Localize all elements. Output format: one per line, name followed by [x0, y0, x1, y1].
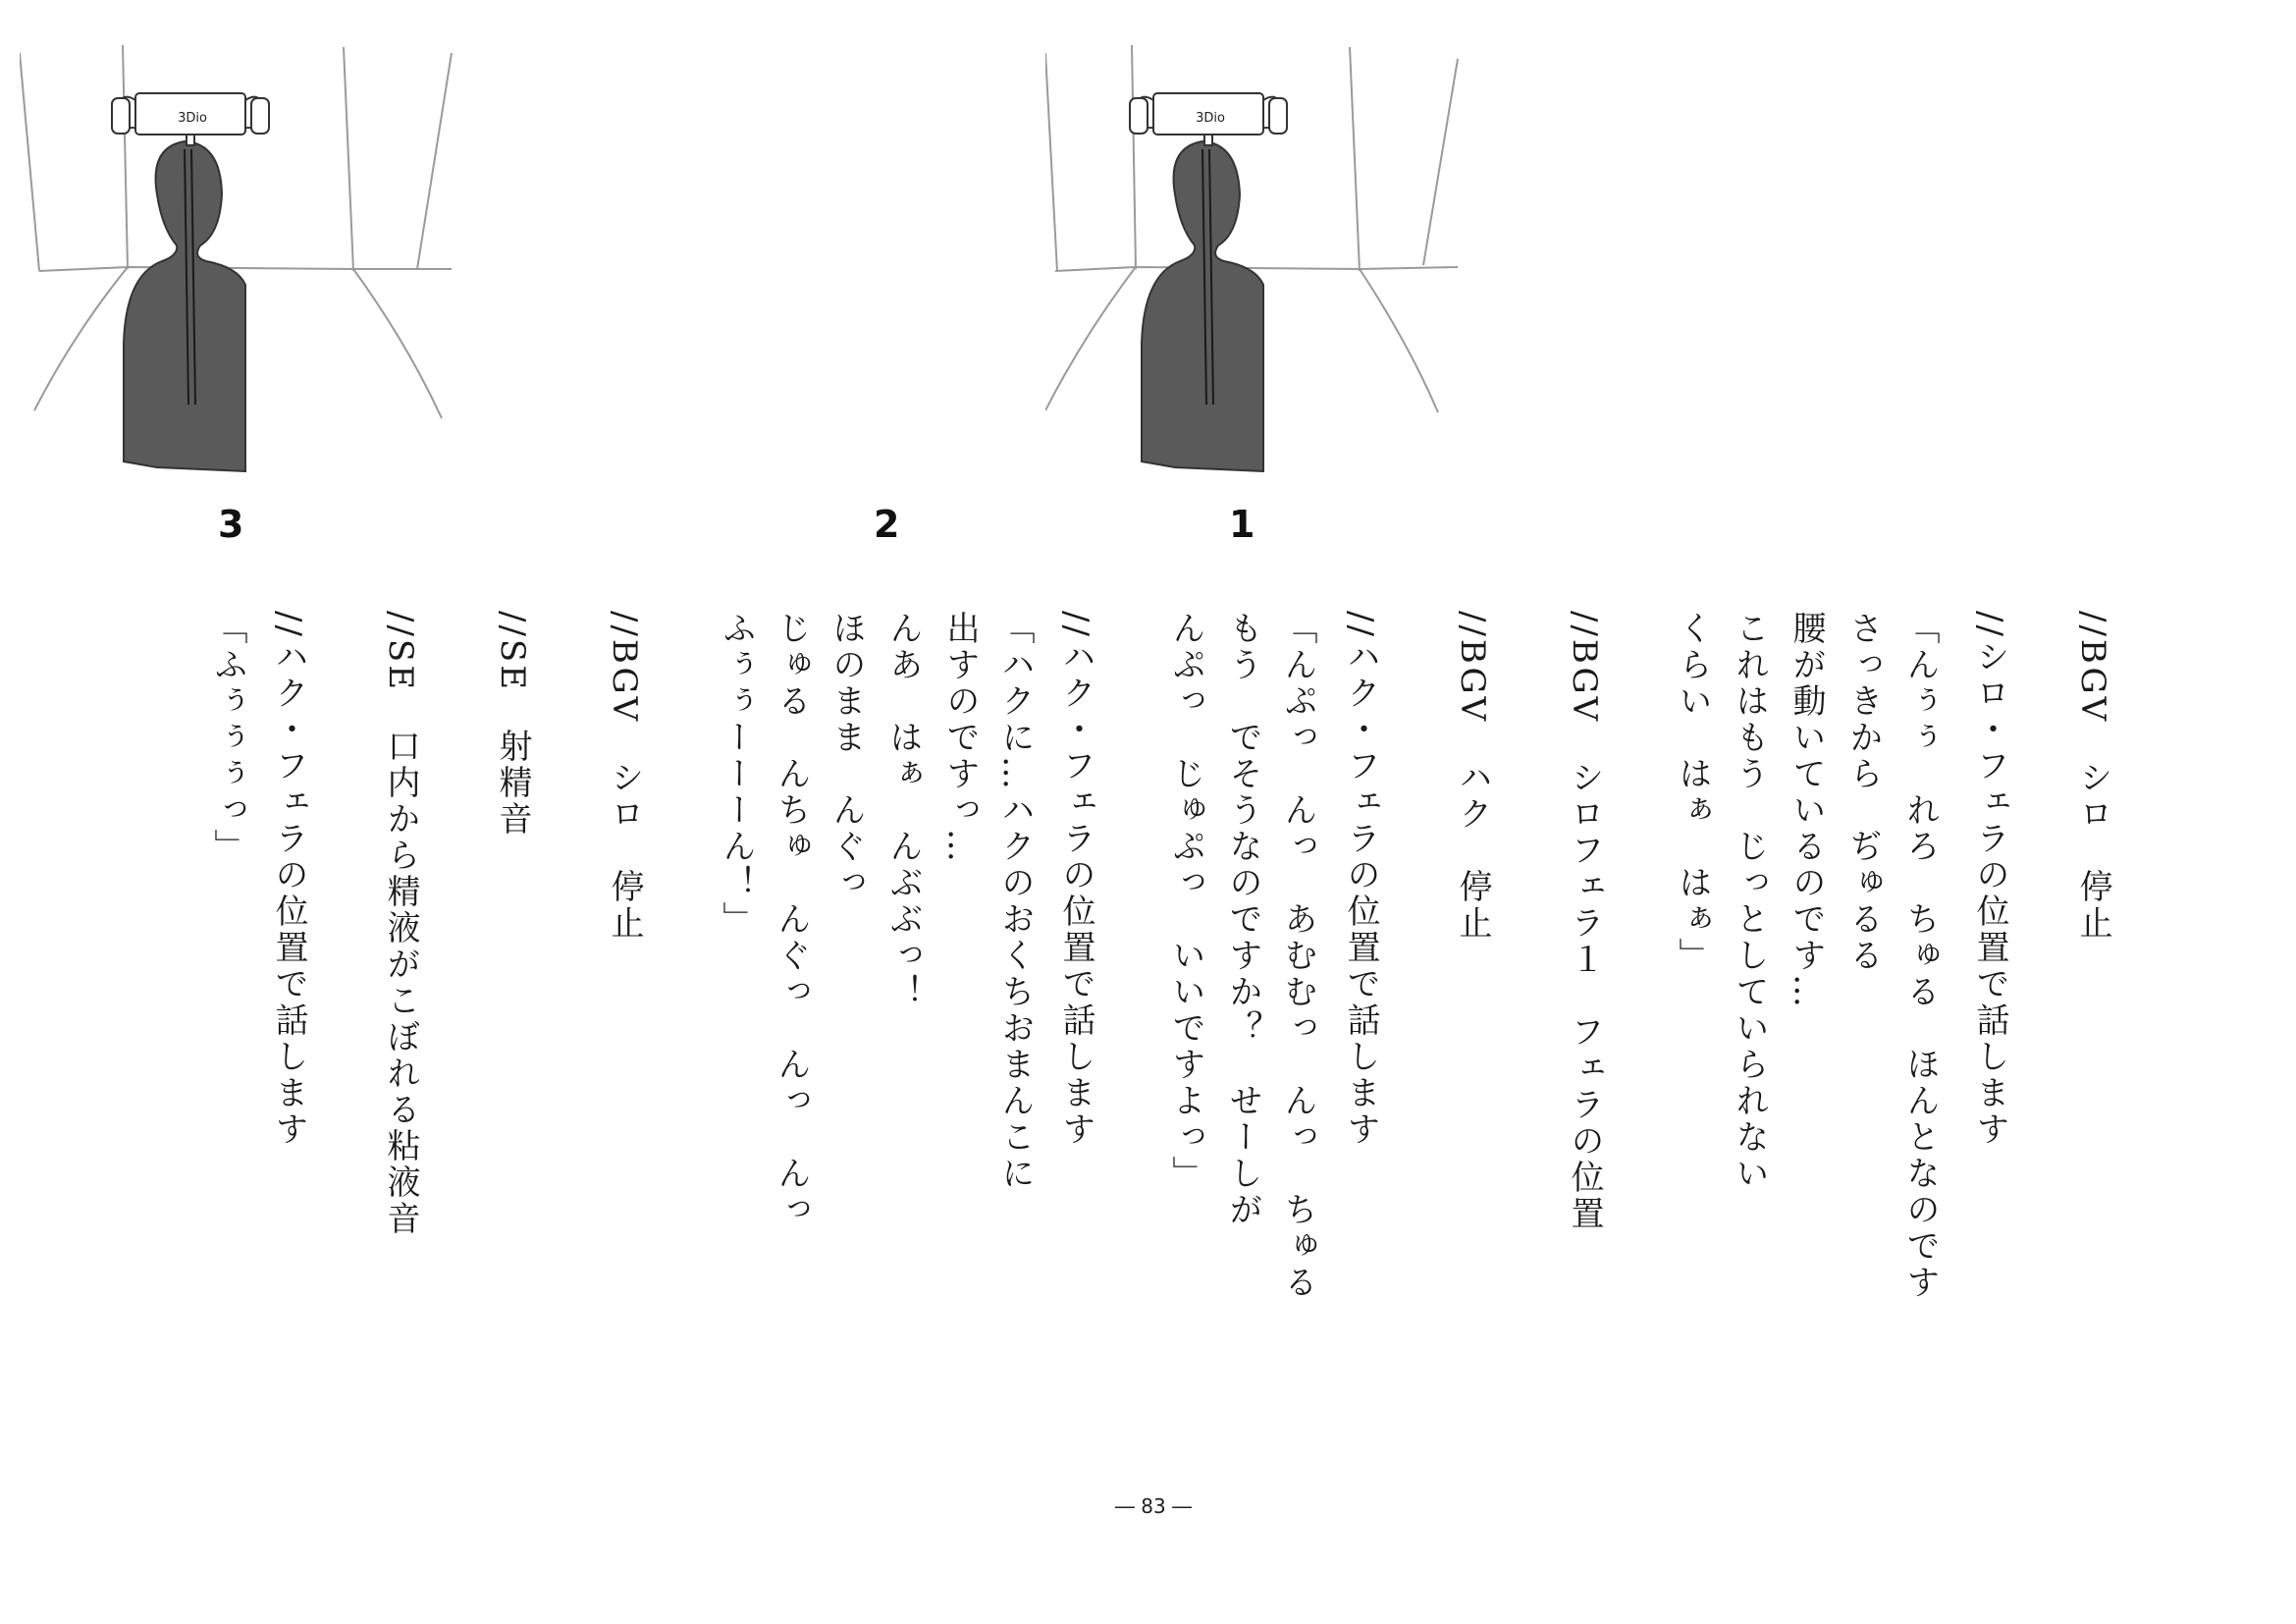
script-line: //ハク・フェラの位置で話します: [1056, 611, 1095, 1148]
script-line: //BGV シロ 停止: [605, 611, 644, 943]
page-number: ― 83 ―: [1114, 1494, 1193, 1518]
script-line: //BGV シロ 停止: [2073, 611, 2112, 943]
script-line: もう でそうなのですか？ せーしが: [1223, 611, 1262, 1228]
script-line: くらい はぁ はぁ」: [1673, 611, 1712, 974]
illustration-3: [20, 39, 471, 481]
listener-binaural-mic-drawing: [1045, 39, 1477, 481]
device-label: 3Dio: [178, 111, 207, 126]
script-line: 出すのですっ…: [940, 611, 980, 865]
script-line: じゅる んちゅ んぐっ んっ んっ: [772, 611, 811, 1228]
script-line: 「ハクに…ハクのおくちおまんこに: [995, 611, 1035, 1192]
script-line: これはもう じっとしていられない: [1730, 611, 1769, 1192]
figure-number-2: 2: [874, 503, 900, 546]
script-line: ほのまま んぐっ: [827, 611, 866, 901]
script-line: 「んぷっ んっ あむむっ んっ ちゅる: [1278, 611, 1317, 1301]
illustration-1: [1045, 39, 1477, 481]
script-line: さっきから ぢゅるる: [1843, 611, 1883, 974]
script-line: //SE 口内から精液がこぼれる粘液音: [381, 611, 420, 1238]
listener-binaural-mic-drawing: [20, 39, 471, 481]
device-label: 3Dio: [1196, 111, 1225, 126]
script-line: //BGV ハク 停止: [1453, 611, 1492, 943]
script-line: 腰が動いているのです…: [1787, 611, 1826, 1010]
script-line: //ハク・フェラの位置で話します: [269, 611, 308, 1148]
script-line: 「んぅぅ れろ ちゅる ほんとなのです: [1900, 611, 1940, 1301]
script-line: んあ はぁ んぶぶっ！: [883, 611, 923, 1010]
figure-number-3: 3: [218, 503, 244, 546]
script-line: //ハク・フェラの位置で話します: [1341, 611, 1380, 1148]
script-line: 「ふぅぅぅっ」: [208, 611, 247, 865]
script-line: //シロ・フェラの位置で話します: [1970, 611, 2009, 1148]
script-line: //SE 射精音: [493, 611, 532, 839]
script-line: //BGV シロフェラ１ フェラの位置: [1565, 611, 1604, 1233]
figure-number-1: 1: [1229, 503, 1255, 546]
script-line: ふぅぅーーーん！」: [717, 611, 756, 938]
script-line: んぷっ じゅぷっ いいですよっ」: [1166, 611, 1205, 1192]
